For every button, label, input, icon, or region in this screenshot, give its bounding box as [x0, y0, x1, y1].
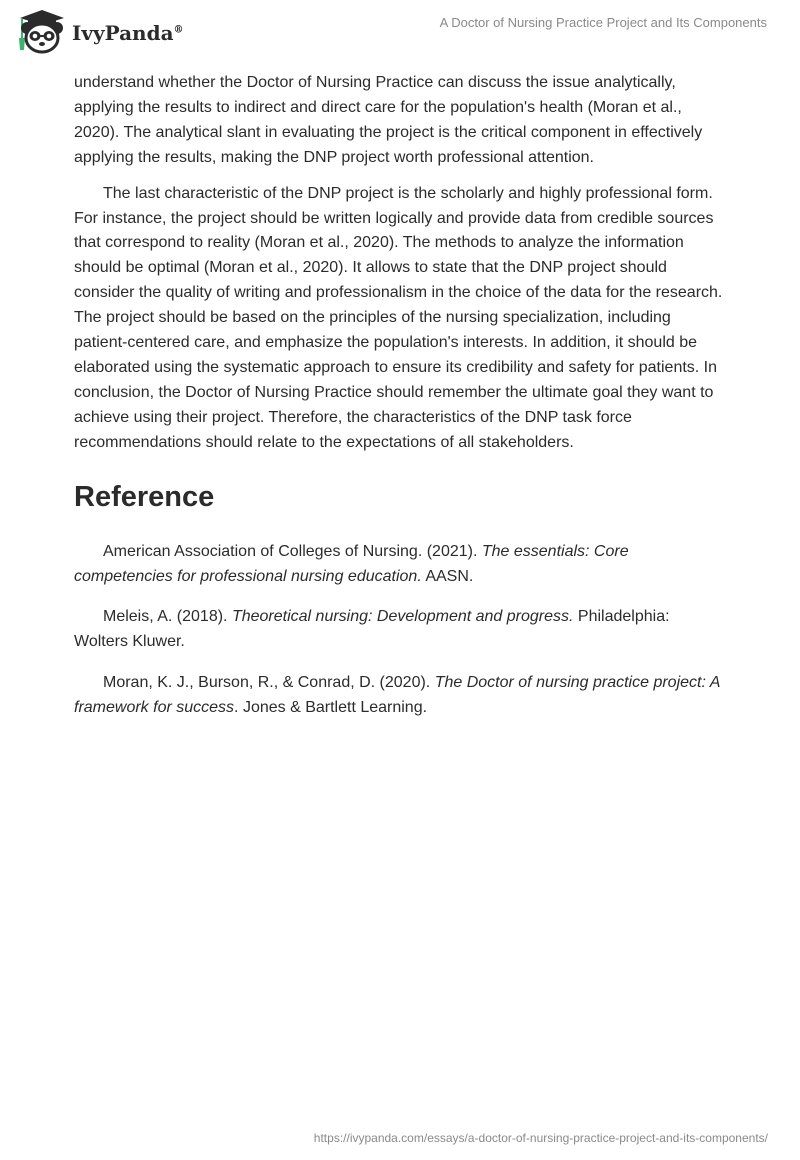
references-list [74, 540, 724, 721]
source-url-link[interactable]: https://ivypanda.com/essays/a-doctor-of-nursing-practice-project-and-its-components/ [313, 1131, 768, 1145]
ivypanda-logo[interactable] [14, 8, 184, 56]
running-title: A Doctor of Nursing Practice Project and Its Components [439, 15, 767, 30]
paragraph: The last characteristic of the DNP project is the scholarly and highly professional form. For instance, the project should be written logically and provide data from credible sources that correspond to reality (Moran et al., 2020). The methods to analyze the information should be optimal (Moran et al., 2020). It allows to state that the DNP project should consider the quality of writing and professionalism in the choice of the data for the research. The project should be based on the principles of the nursing specialization, including patient-centered care, and emphasize the population's interests. In addition, it should be elaborated using the systematic approach to ensure its credibility and safety for patients. In conclusion, the Doctor of Nursing Practice should remember the ultimate goal they want to achieve using their project. Therefore, the characteristics of the DNP task force recommendations should relate to the expectations of all stakeholders. [74, 184, 723, 451]
references-heading: Reference [74, 480, 215, 513]
panda-graduate-icon [14, 8, 70, 56]
page-header [0, 0, 800, 64]
reference-item: Meleis, A. (2018). Theoretical nursing: Development and progress. Philadelphia: Wolters Kluwer. [74, 608, 670, 651]
reference-item: Moran, K. J., Burson, R., & Conrad, D. (2020). The Doctor of nursing practice project: A framework for success. Jones & Bartlett Learning. [74, 674, 720, 717]
reference-item: American Association of Colleges of Nursing. (2021). The essentials: Core competencies for professional nursing education. AASN. [74, 542, 629, 585]
article-body [74, 71, 724, 737]
paragraph: understand whether the Doctor of Nursing Practice can discuss the issue analytically, applying the results to indirect and direct care for the population's health (Moran et al., 2020). The analytical slant in evaluating the project is the critical component in effectively applying the results, making the DNP project worth professional attention. [74, 74, 703, 166]
brand-name: IvyPanda® [72, 21, 184, 45]
